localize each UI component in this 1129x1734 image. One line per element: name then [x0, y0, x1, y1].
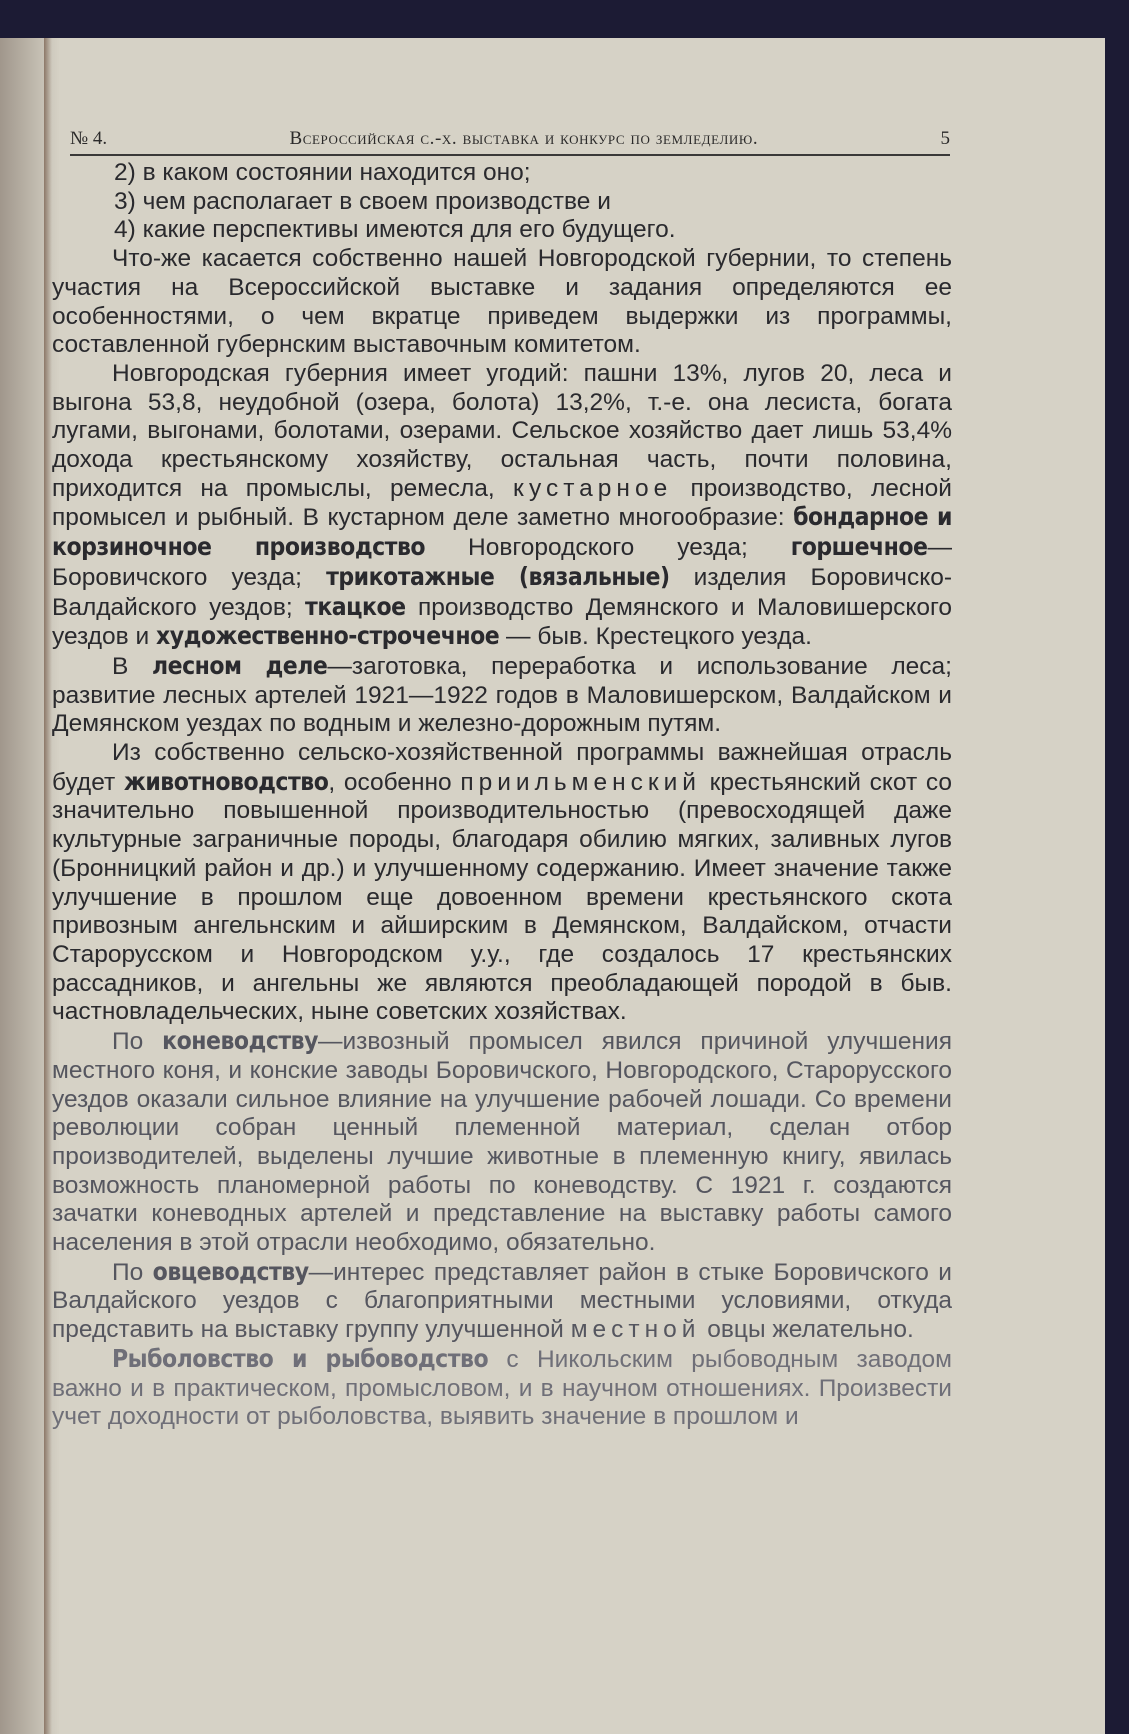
paragraph-sheep-breeding: По овцеводству—интерес представляет район в стыке Боровичского и Валдайского уездов с благоприятными местными условиями, откуда представить на выставку группу улучшенной местной овцы желательно. [52, 1256, 952, 1344]
bold-term: Рыболовство и рыбоводство [112, 1343, 489, 1373]
spaced-word: кустарное [513, 474, 673, 502]
bold-term: ткацкое [305, 591, 406, 621]
paragraph-gubernia-participation: Что-же касается собственно нашей Новгородской губернии, то степень участия на Всероссийской выставке и задания определяются ее особенностями, о чем вкратце приведем выдержки из программы, составленной губернским выставочным комитетом. [52, 245, 952, 359]
list-item: 2) в каком состоянии находится оно; [114, 159, 531, 186]
page-number: 5 [940, 128, 950, 149]
bold-term: животноводство [123, 766, 329, 796]
body-text [52, 159, 952, 1432]
document-page [0, 38, 1105, 1734]
paragraph-horse-breeding: По коневодству—извозный промысел явился причиной улучшения местного коня, и конские заводы Боровичского, Новгородского, Старорусского уездов оказали сильное влияние на улучшение рабочей лошади. Со времени революции собран ценный племенной материал, сделан отбор производителей, выделены лучшие животные в племенную книгу, явилась возможность планомерной работы по коневодству. С 1921 г. создаются зачатки коневодных артелей и представление на выставку работы самого населения в этой отрасли необходимо, обязательно. [52, 1026, 952, 1257]
bold-term: бондарное и корзиночное производство [52, 502, 952, 562]
bold-term: художественно-строчечное [156, 621, 500, 651]
paragraph-land-and-crafts: Новгородская губерния имеет угодий: пашни 13%, лугов 20, леса и выгона 53,8, неудобной (озера, болота) 13,2%, т.-е. она лесиста, богата лугами, выгонами, болотами, озерами. Сельское хозяйство дает лишь 53,4% дохода крестьянскому хозяйству, остальная часть, почти половина, приходится на промыслы, ремесла, кустарное производство, лесной промысел и рыбный. В кустарном деле заметно многообразие: бондарное и корзиночное производство Новгородского уезда; горшечное—Боровичского уезда; трикотажные (вязальные) изделия Боровичско-Валдайского уездов; ткацкое производство Демянского и Маловишерского уездов и художественно-строчечное — быв. Крестецкого уезда. [52, 359, 953, 651]
paragraph-fishery: Рыболовство и рыбоводство с Никольским рыбоводным заводом важно и в практическом, промысловом, и в научном отношениях. Произвести учет доходности от рыболовства, выявить значение в прошлом и [52, 1343, 952, 1431]
bold-term: овцеводству [152, 1256, 309, 1286]
page-fold-shadow [44, 38, 52, 1734]
list-item: 4) какие перспективы имеются для его будущего. [114, 216, 676, 244]
list-item: 3) чем располагает в своем производстве и [114, 187, 611, 215]
bold-term: лесном деле [151, 650, 328, 680]
spaced-word: приильменский [460, 768, 701, 796]
paragraph-livestock: Из собственно сельско-хозяйственной программы важнейшая отрасль будет животноводство, особенно приильменский крестьянский скот со значительно повышенной производительностью (превосходящей даже культурные заграничные породы, благодаря обилию мягких, заливных лугов (Бронницкий район и др.) и улучшенному содержанию. Имеет значение также улучшение в прошлом еще довоенном времени крестьянского скота привозным ангельнским и айширским в Демянском, Валдайском, отчасти Старорусском и Новгородском у.у., где создалось 17 крестьянских рассадников, и ангельны же являются преобладающей породой в быв. частновладельческих, ныне советских хозяйствах. [52, 739, 952, 1026]
issue-number: № 4. [70, 128, 108, 149]
running-header [70, 118, 950, 156]
running-title: Всероссийская с.-х. выставка и конкурс по земледелию. [289, 128, 759, 149]
bold-term: горшечное [790, 532, 928, 562]
bold-term: коневодству [162, 1026, 318, 1056]
spaced-word: местной [570, 1316, 701, 1344]
bold-term: трикотажные (вязальные) [326, 561, 670, 591]
paragraph-forestry: В лесном деле—заготовка, переработка и использование леса; развитие лесных артелей 1921—1922 годов в Маловишерском, Валдайском и Демянском уездах по водным и железно-дорожным путям. [52, 650, 952, 738]
